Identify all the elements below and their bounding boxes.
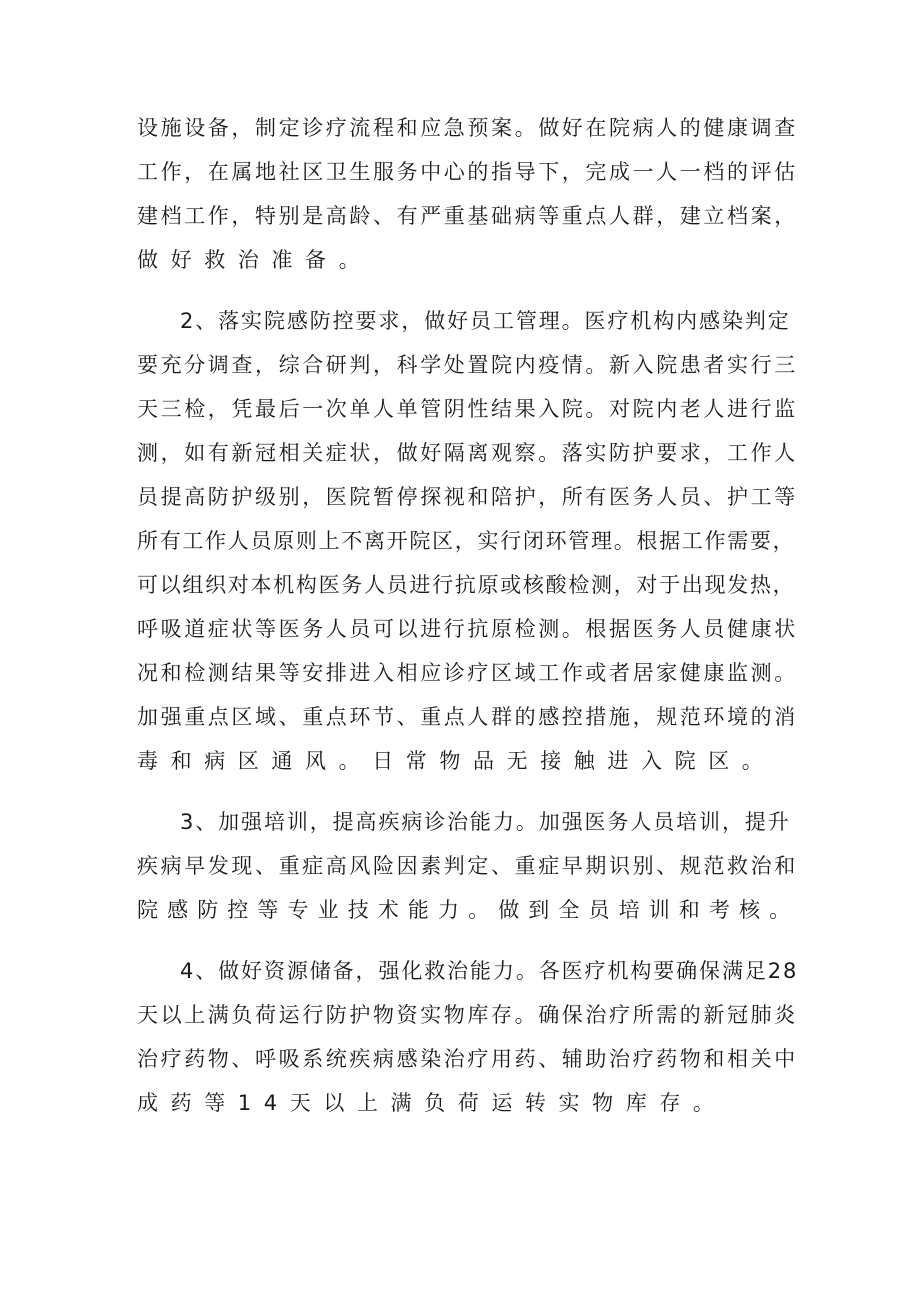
paragraph-line: 工作，在属地社区卫生服务中心的指导下，完成一人一档的评估 — [137, 160, 798, 184]
paragraph-first-line: 4、做好资源储备，强化救治能力。各医疗机构要确保满足28 — [180, 959, 799, 983]
paragraph-line: 要充分调查，综合研判，科学处置院内疫情。新入院患者实行三 — [137, 353, 798, 377]
paragraph-line: 疾病早发现、重症高风险因素判定、重症早期识别、规范救治和 — [137, 854, 798, 878]
paragraph-line: 治疗药物、呼吸系统疾病感染治疗用药、辅助治疗药物和相关中 — [137, 1047, 798, 1071]
paragraph-line: 院感防控等专业技术能力。做到全员培训和考核。 — [137, 898, 800, 922]
paragraph-line: 可以组织对本机构医务人员进行抗原或核酸检测，对于出现发热， — [137, 573, 796, 597]
paragraph-first-line: 2、落实院感防控要求，做好员工管理。医疗机构内感染判定 — [180, 309, 791, 333]
paragraph-line: 加强重点区域、重点环节、重点人群的感控措施，规范环境的消 — [137, 705, 798, 729]
paragraph-line: 建档工作，特别是高龄、有严重基础病等重点人群，建立档案， — [137, 204, 798, 228]
paragraph-line: 员提高防护级别，医院暂停探视和陪护，所有医务人员、护工等 — [137, 485, 798, 509]
paragraph-line: 毒和病区通风。日常物品无接触进入院区。 — [137, 749, 776, 773]
paragraph-line: 呼吸道症状等医务人员可以进行抗原检测。根据医务人员健康状 — [137, 617, 798, 641]
paragraph-line: 况和检测结果等安排进入相应诊疗区域工作或者居家健康监测。 — [137, 661, 798, 685]
paragraph-line: 做好救治准备。 — [137, 248, 373, 272]
paragraph-line: 设施设备，制定诊疗流程和应急预案。做好在院病人的健康调查 — [137, 116, 798, 140]
paragraph-line: 测，如有新冠相关症状，做好隔离观察。落实防护要求，工作人 — [137, 441, 798, 465]
paragraph-line: 天三检，凭最后一次单人单管阴性结果入院。对院内老人进行监 — [137, 397, 798, 421]
paragraph-first-line: 3、加强培训，提高疾病诊治能力。加强医务人员培训，提升 — [180, 810, 791, 834]
paragraph-line: 成药等14天以上满负荷运转实物库存。 — [137, 1091, 727, 1115]
paragraph-line: 所有工作人员原则上不离开院区，实行闭环管理。根据工作需要， — [137, 529, 796, 553]
paragraph-line: 天以上满负荷运行防护物资实物库存。确保治疗所需的新冠肺炎 — [137, 1003, 798, 1027]
